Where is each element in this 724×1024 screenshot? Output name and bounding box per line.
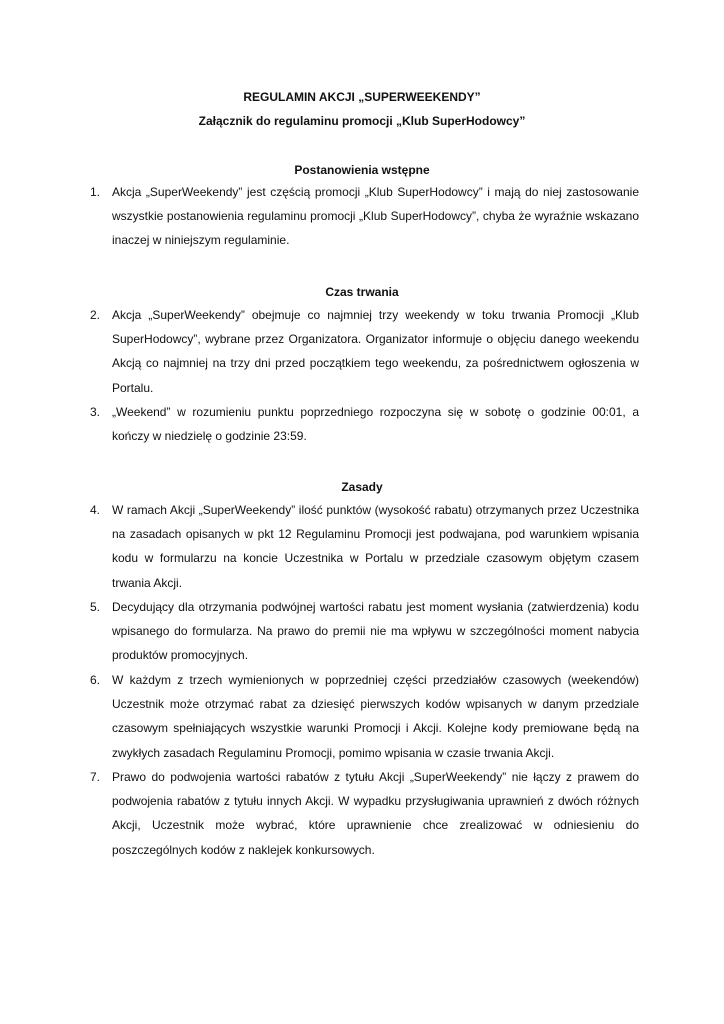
list-item-2 [90, 303, 639, 400]
item-number: 7. [90, 770, 101, 784]
item-number: 2. [90, 308, 101, 322]
item-text: W każdym z trzech wymienionych w poprzedniej części przedziałów czasowych (weekendów) Uczestnik może otrzymać rabat za dziesięć pierwszych kodów wpisanych w danym przedziale czasowym spełniających wszystkie warunki Promocji i Akcji. Kolejne kody premiowane będą na zwykłych zasadach Regulaminu Promocji, pomimo wpisania w czasie trwania Akcji. [112, 673, 639, 760]
item-number: 5. [90, 600, 101, 614]
item-text: „Weekend” w rozumieniu punktu poprzedniego rozpoczyna się w sobotę o godzinie 00:01, a kończy w niedzielę o godzinie 23:59. [112, 405, 639, 444]
document-title: REGULAMIN AKCJI „SUPERWEEKENDY” [243, 90, 481, 104]
item-text: Akcja „SuperWeekendy” jest częścią promocji „Klub SuperHodowcy” i mają do niej zastosowanie wszystkie postanowienia regulaminu promocji „Klub SuperHodowcy”, chyba że wyraźnie wskazano inaczej w niniejszym regulaminie. [112, 185, 639, 248]
item-text: Akcja „SuperWeekendy” obejmuje co najmniej trzy weekendy w toku trwania Promocji „Klub SuperHodowcy”, wybrane przez Organizatora. Organizator informuje o objęciu danego weekendu Akcją co najmniej na trzy dni przed początkiem tego weekendu, za pośrednictwem ogłoszenia w Portalu. [112, 308, 639, 395]
list-item-4 [90, 498, 639, 595]
list-item-3 [90, 400, 639, 448]
list-item-1 [90, 180, 639, 253]
item-text: W ramach Akcji „SuperWeekendy” ilość punktów (wysokość rabatu) otrzymanych przez Uczestnika na zasadach opisanych w pkt 12 Regulaminu Promocji jest podwajana, pod warunkiem wpisania kodu w formularzu na koncie Uczestnika w Portalu w przedziale czasowym objętym czasem trwania Akcji. [112, 503, 639, 590]
item-text: Prawo do podwojenia wartości rabatów z tytułu Akcji „SuperWeekendy” nie łączy z prawem do podwojenia rabatów z tytułu innych Akcji. W wypadku przysługiwania uprawnień z dwóch różnych Akcji, Uczestnik może wybrać, które uprawnienie chce zrealizować w odniesieniu do poszczególnych kodów z naklejek konkursowych. [112, 770, 639, 857]
item-number: 6. [90, 673, 101, 687]
list-item-7 [90, 765, 639, 862]
item-number: 4. [90, 503, 101, 517]
section-heading-czas-trwania: Czas trwania [325, 285, 399, 299]
item-number: 1. [90, 185, 101, 199]
document-subtitle: Załącznik do regulaminu promocji „Klub SuperHodowcy” [198, 114, 526, 128]
item-text: Decydujący dla otrzymania podwójnej wartości rabatu jest moment wysłania (zatwierdzenia) kodu wpisanego do formularza. Na prawo do premii nie ma wpływu w szczególności moment nabycia produktów promocyjnych. [112, 600, 639, 663]
item-number: 3. [90, 405, 101, 419]
section-heading-postanowienia: Postanowienia wstępne [294, 163, 430, 177]
list-item-5 [90, 595, 639, 668]
section-heading-zasady: Zasady [341, 480, 383, 494]
list-item-6 [90, 668, 639, 765]
